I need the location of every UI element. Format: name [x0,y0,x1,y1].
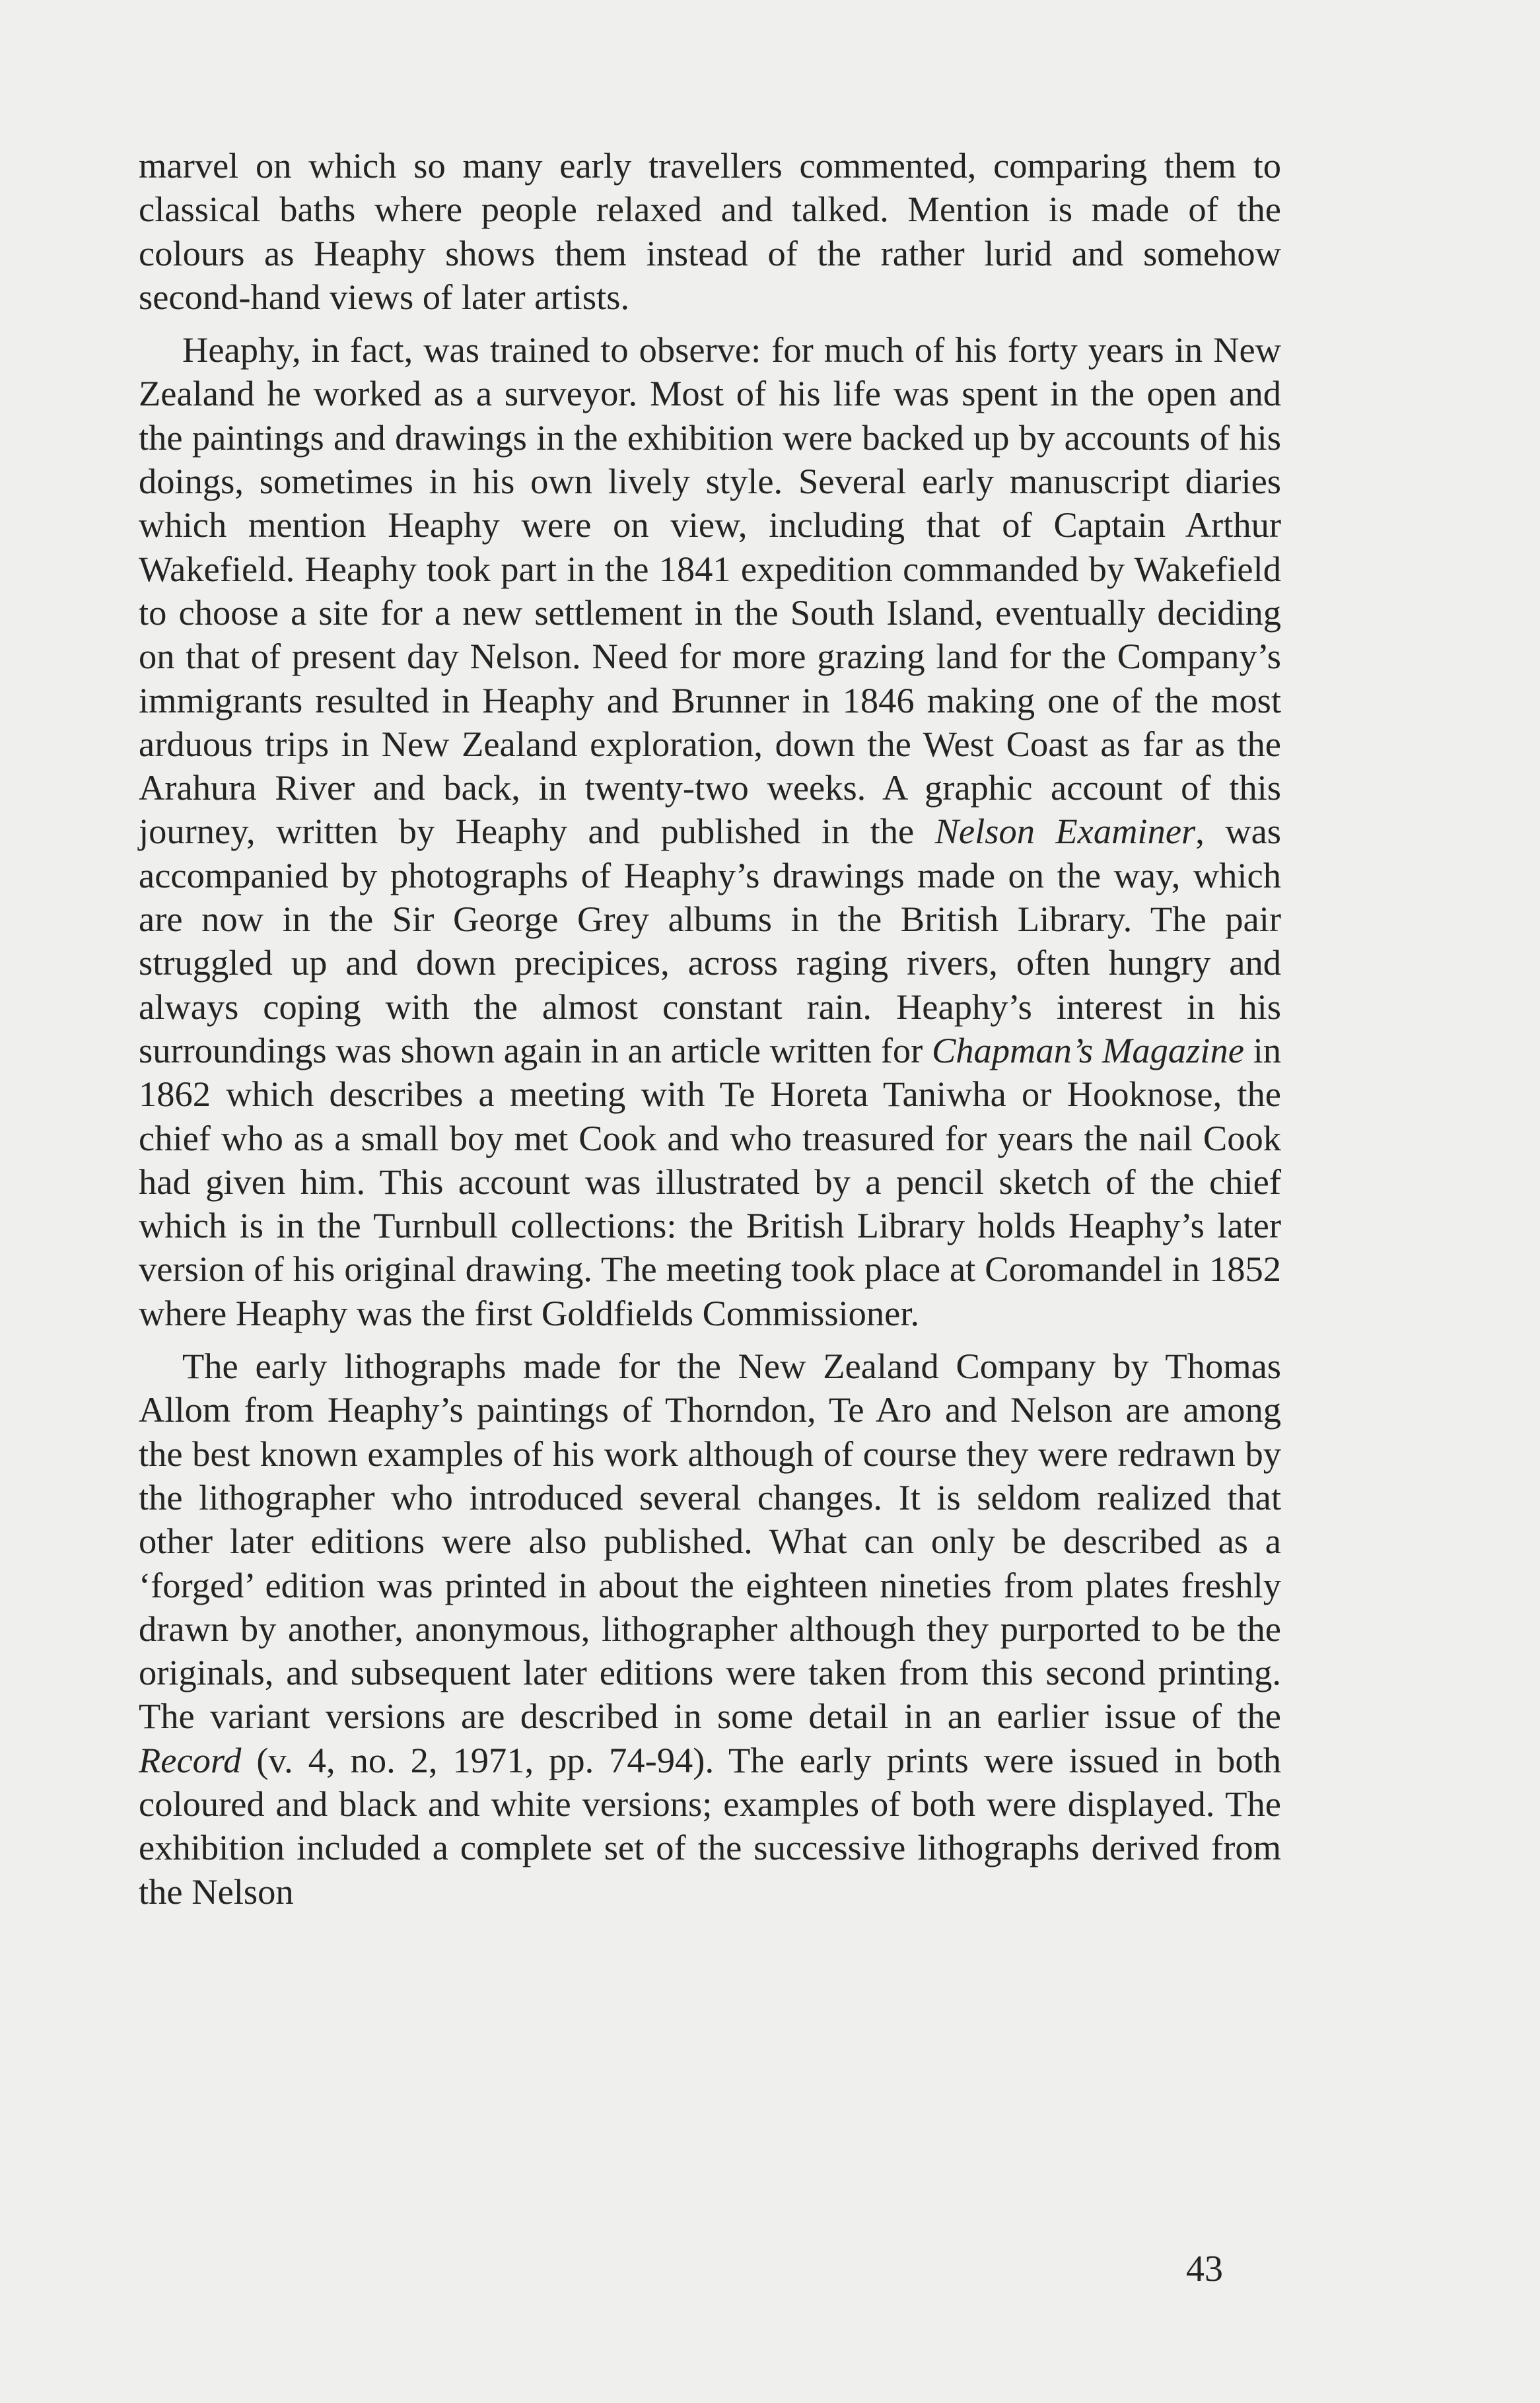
paragraph-3-run-1: The early lithographs made for the New Zealand Company by Thomas Allom from Heaphy’s paintings of Thorndon, Te Aro and Nelson are among the best known examples of his work although of course they were redrawn by the lithographer who introduced several changes. It is seldom realized that other later editions were also published. What can only be described as a ‘forged’ edition was printed in about the eighteen nineties from plates freshly drawn by another, anonymous, lithographer although they purported to be the originals, and subsequent later editions were taken from this second printing. The variant versions are described in some detail in an earlier issue of the [139,1346,1281,1737]
paragraph-3-run-2-italic: Record [139,1739,242,1780]
paragraph-2 [139,328,1281,1335]
page-body [139,144,1281,1923]
page-number: 43 [1186,2248,1223,2289]
paragraph-3 [139,1344,1281,1914]
paragraph-2-run-4-italic: Chapman’s Magazine [931,1029,1244,1070]
paragraph-2-run-3: , was accompanied by photographs of Heaphy’s drawings made on the way, which are now in the Sir George Grey albums in the British Library. The pair struggled up and down precipices, across raging rivers, often hungry and always coping with the almost constant rain. Heaphy’s interest in his surroundings was shown again in an article written for [139,811,1281,1070]
paragraph-1 [139,144,1281,319]
paragraph-2-run-1: Heaphy, in fact, was trained to observe: for much of his forty years in New Zealand he worked as a surveyor. Most of his life was spent in the open and the paintings and drawings in the exhibition were backed up by accounts of his doings, sometimes in his own lively style. Several early manuscript diaries which mention Heaphy were on view, including that of Captain Arthur Wakefield. Heaphy took part in the 1841 expedition commanded by Wakefield to choose a site for a new settlement in the South Island, eventually deciding on that of present day Nelson. Need for more grazing land for the Company’s immigrants resulted in Heaphy and Brunner in 1846 making one of the most arduous trips in New Zealand exploration, down the West Coast as far as the Arahura River and back, in twenty-two weeks. A graphic account of this journey, written by Heaphy and published in the [139,330,1281,852]
paragraph-2-run-5: in 1862 which describes a meeting with Te Horeta Taniwha or Hooknose, the chief who as a small boy met Cook and who treasured for years the nail Cook had given him. This account was illustrated by a pencil sketch of the chief which is in the Turnbull collections: the British Library holds Heaphy’s later version of his original drawing. The meeting took place at Coromandel in 1852 where Heaphy was the first Goldfields Commissioner. [139,1029,1281,1333]
paragraph-2-run-2-italic: Nelson Examiner [934,811,1196,852]
paragraph-3-run-3: (v. 4, no. 2, 1971, pp. 74-94). The early prints were issued in both coloured and black and white versions; examples of both were displayed. The exhibition included a complete set of the successive lithographs derived from the Nelson [139,1739,1281,1912]
paragraph-1-run-1: marvel on which so many early travellers commented, comparing them to classical baths where people relaxed and talked. Mention is made of the colours as Heaphy shows them instead of the rather lurid and somehow second-hand views of later artists. [139,145,1281,317]
